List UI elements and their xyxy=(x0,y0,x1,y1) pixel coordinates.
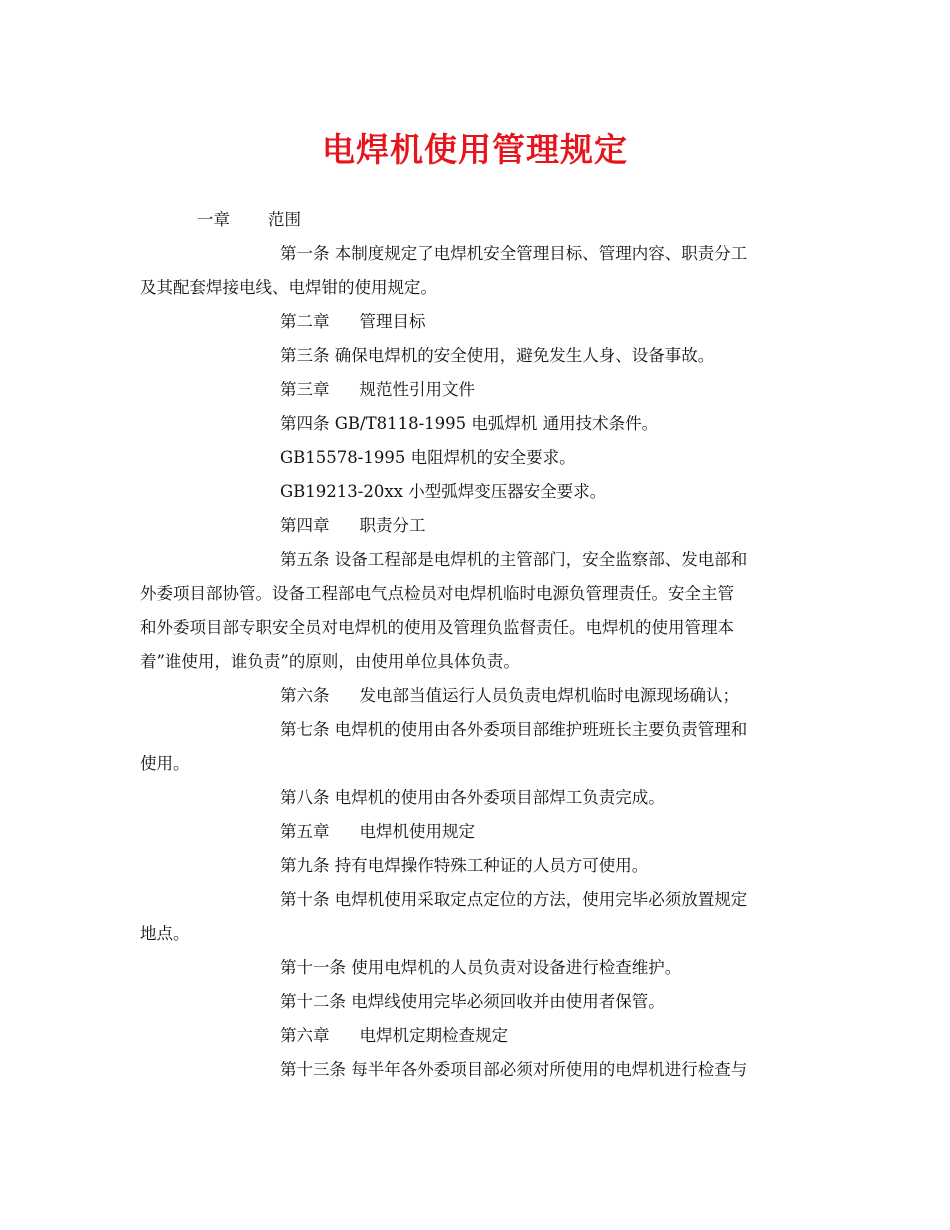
chapter-number: 第三章 xyxy=(280,380,330,399)
article-5: 第五条 设备工程部是电焊机的主管部门，安全监察部、发电部和 xyxy=(280,550,748,569)
chapter-6-heading xyxy=(140,1019,812,1053)
chapter-number: 一章 xyxy=(197,210,230,229)
chapter-title: 管理目标 xyxy=(359,312,426,331)
chapter-5-heading xyxy=(140,815,812,849)
article-6 xyxy=(140,679,812,713)
article-5-line-4: 着”谁使用，谁负责”的原则，由使用单位具体负责。 xyxy=(140,652,520,671)
article-7: 第七条 电焊机的使用由各外委项目部维护班班长主要负责管理和 xyxy=(280,720,748,739)
article-text: 发电部当值运行人员负责电焊机临时电源现场确认； xyxy=(359,686,739,705)
article-12: 第十二条 电焊线使用完毕必须回收并由使用者保管。 xyxy=(280,992,665,1011)
article-1-continuation: 及其配套焊接电线、电焊钳的使用规定。 xyxy=(140,278,437,297)
chapter-number: 第二章 xyxy=(280,312,330,331)
chapter-number: 第六章 xyxy=(280,1026,330,1045)
article-10-continuation: 地点。 xyxy=(140,924,190,943)
chapter-title: 职责分工 xyxy=(359,516,426,535)
article-7-continuation: 使用。 xyxy=(140,754,190,773)
chapter-number: 第四章 xyxy=(280,516,330,535)
chapter-4-heading xyxy=(140,509,812,543)
chapter-title: 电焊机使用规定 xyxy=(359,822,475,841)
reference-3: GB19213-20xx 小型弧焊变压器安全要求。 xyxy=(280,482,607,501)
article-13: 第十三条 每半年各外委项目部必须对所使用的电焊机进行检查与 xyxy=(280,1060,748,1079)
article-number: 第六条 xyxy=(280,686,330,705)
chapter-title: 范围 xyxy=(268,210,301,229)
document-title: 电焊机使用管理规定 xyxy=(322,130,628,169)
article-1: 第一条 本制度规定了电焊机安全管理目标、管理内容、职责分工 xyxy=(280,244,748,263)
article-5-line-3: 和外委项目部专职安全员对电焊机的使用及管理负监督责任。电焊机的使用管理本 xyxy=(140,618,734,637)
article-11: 第十一条 使用电焊机的人员负责对设备进行检查维护。 xyxy=(280,958,682,977)
chapter-1-heading xyxy=(140,203,812,237)
article-4: 第四条 GB/T8118-1995 电弧焊机 通用技术条件。 xyxy=(280,414,659,433)
document-body xyxy=(140,203,812,1087)
article-10: 第十条 电焊机使用采取定点定位的方法，使用完毕必须放置规定 xyxy=(280,890,748,909)
chapter-title: 电焊机定期检查规定 xyxy=(359,1026,508,1045)
article-5-line-2: 外委项目部协管。设备工程部电气点检员对电焊机临时电源负管理责任。安全主管 xyxy=(140,584,734,603)
chapter-title: 规范性引用文件 xyxy=(359,380,475,399)
article-9: 第九条 持有电焊操作特殊工种证的人员方可使用。 xyxy=(280,856,649,875)
chapter-3-heading xyxy=(140,373,812,407)
reference-2: GB15578-1995 电阻焊机的安全要求。 xyxy=(280,448,576,467)
chapter-2-heading xyxy=(140,305,812,339)
article-8: 第八条 电焊机的使用由各外委项目部焊工负责完成。 xyxy=(280,788,665,807)
article-3: 第三条 确保电焊机的安全使用，避免发生人身、设备事故。 xyxy=(280,346,715,365)
chapter-number: 第五章 xyxy=(280,822,330,841)
